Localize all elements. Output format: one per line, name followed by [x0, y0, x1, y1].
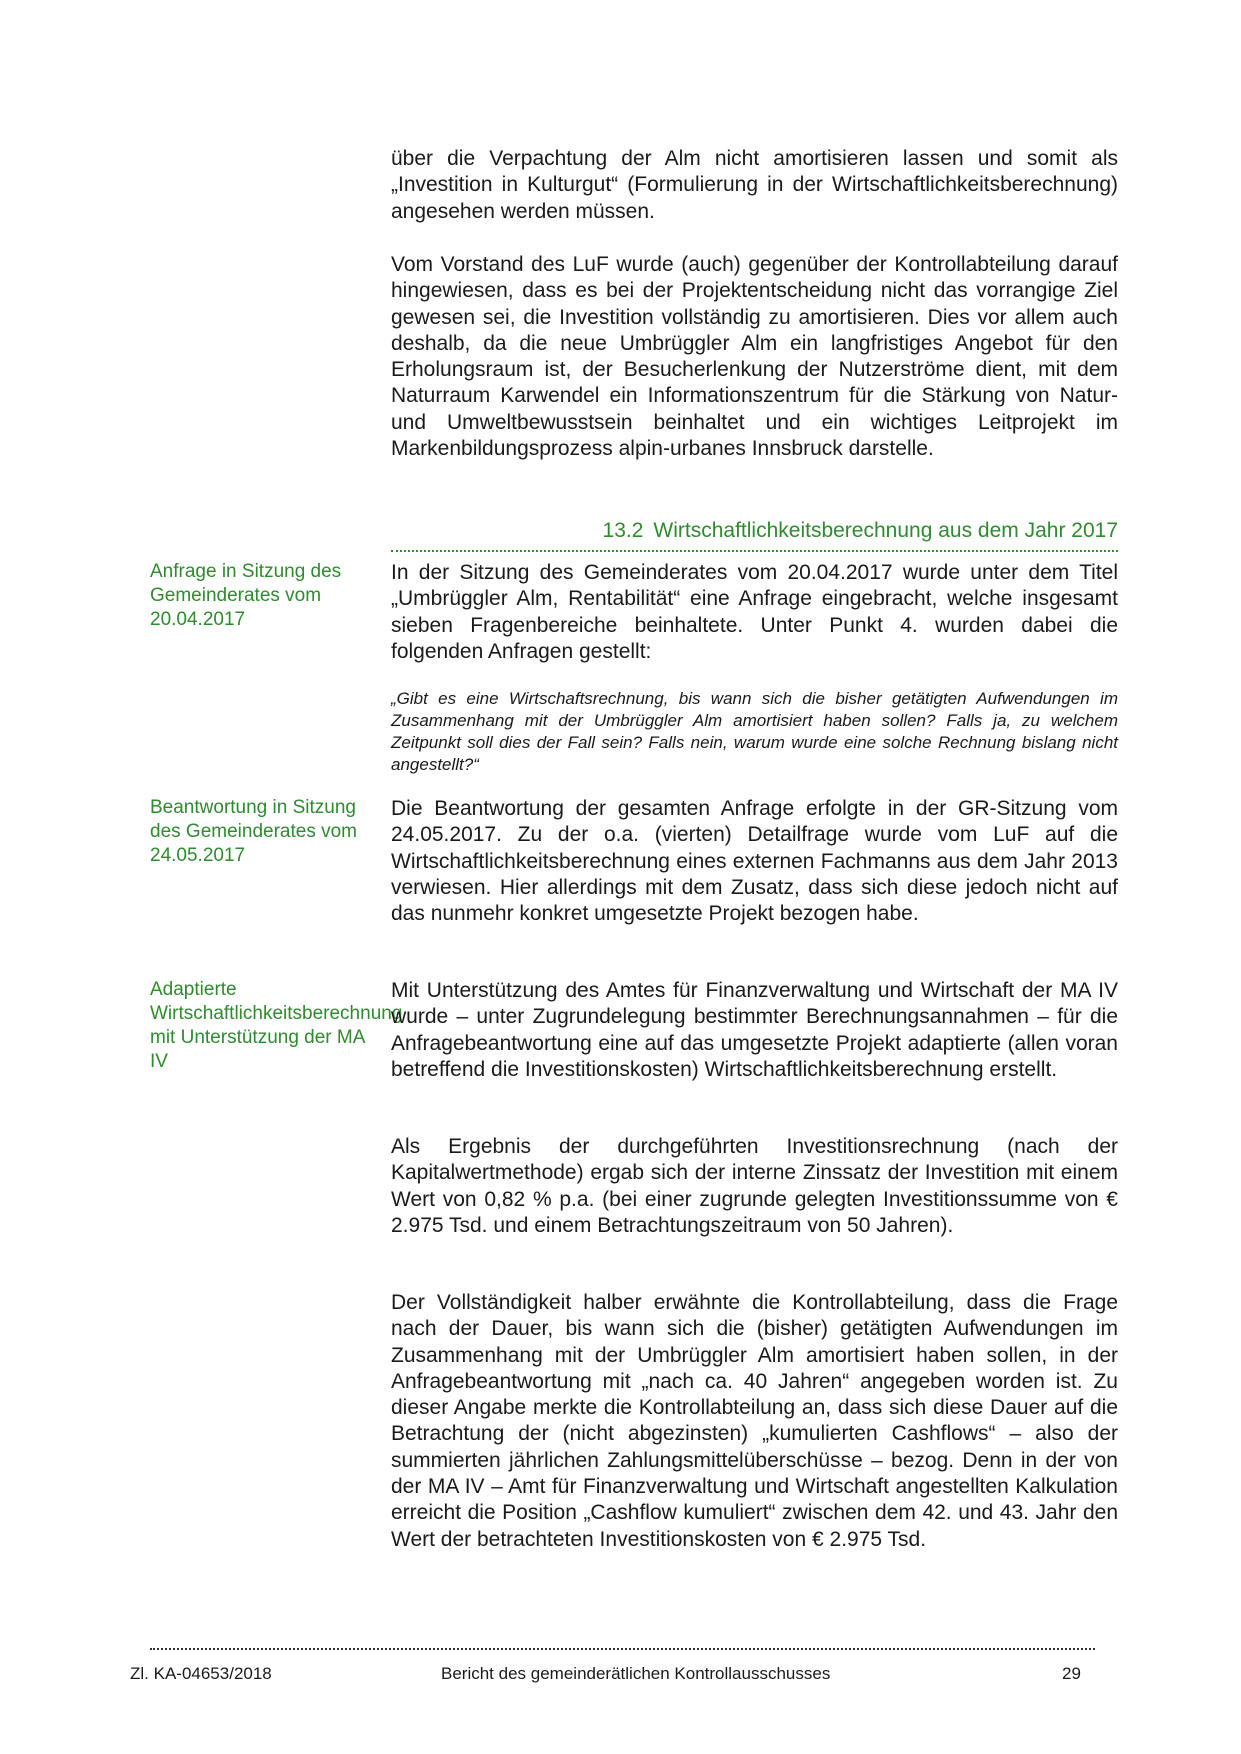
anfrage-paragraph: In der Sitzung des Gemeinderates vom 20.04.2017 wurde unter dem Titel „Umbrüggler Alm, Rentabilität“ eine Anfrage eingebracht, welche insgesamt sieben Fragenbereiche beinhaltete. Unter Punkt 4. wurden dabei die folgenden Anfragen gestellt:: [391, 561, 1118, 663]
footer-reference: Zl. KA-04653/2018: [130, 1664, 272, 1683]
margin-note-adaptierte: Adaptierte Wirtschaftlichkeitsberechnung mit Unterstützung der MA IV: [150, 979, 403, 1072]
margin-note-anfrage: Anfrage in Sitzung des Gemeinderates vom 20.04.2017: [150, 561, 342, 630]
quote-block: „Gibt es eine Wirtschaftsrechnung, bis wann sich die bisher getätigten Aufwendungen im Zusammenhang mit der Umbrüggler Alm amortisiert haben sollen? Falls ja, zu welchem Zeitpunkt soll dies der Fall sein? Falls nein, warum wurde eine solche Rechnung bislang nicht angestellt?“: [391, 689, 1118, 774]
unterstuetzung-paragraph: Mit Unterstützung des Amtes für Finanzverwaltung und Wirtschaft der MA IV wurde – unter Zugrundelegung bestimmter Berechnungsannahmen – für die Anfragebeantwortung eine auf das umgesetzte Projekt adaptierte (allen voran betreffend die Investitionskosten) Wirtschaftlichkeitsberechnung erstellt.: [391, 979, 1118, 1081]
section-heading: [391, 518, 1118, 552]
footer-divider: [150, 1648, 1095, 1650]
ergebnis-paragraph: Als Ergebnis der durchgeführten Investitionsrechnung (nach der Kapitalwertmethode) ergab sich der interne Zinssatz der Investition mit einem Wert von 0,82 % p.a. (bei einer zugrunde gelegten Investitionssumme von € 2.975 Tsd. und einem Betrachtungszeitraum von 50 Jahren).: [391, 1135, 1118, 1237]
beantwortung-paragraph: Die Beantwortung der gesamten Anfrage erfolgte in der GR-Sitzung vom 24.05.2017. Zu der o.a. (vierten) Detailfrage wurde vom LuF auf die Wirtschaftlichkeitsberechnung eines externen Fachmanns aus dem Jahr 2013 verwiesen. Hier allerdings mit dem Zusatz, dass sich diese jedoch nicht auf das nunmehr konkret umgesetzte Projekt bezogen habe.: [391, 797, 1118, 926]
page-number: 29: [1062, 1664, 1081, 1683]
top-paragraph: über die Verpachtung der Alm nicht amortisieren lassen und somit als „Investition in Kulturgut“ (Formulierung in der Wirtschaftlichkeitsberechnung) angesehen werden müssen.: [391, 147, 1118, 223]
section-title: Wirtschaftlichkeitsberechnung aus dem Jahr 2017: [653, 519, 1118, 542]
vollstaendigkeit-paragraph: Der Vollständigkeit halber erwähnte die Kontrollabteilung, dass die Frage nach der Dauer, bis wann sich die (bisher) getätigten Aufwendungen im Zusammenhang mit der Umbrüggler Alm amortisiert haben sollen, in der Anfragebeantwortung mit „nach ca. 40 Jahren“ angegeben worden ist. Zu dieser Angabe merkte die Kontrollabteilung an, dass sich diese Dauer auf die Betrachtung der (nicht abgezinsten) „kumulierten Cashflows“ – also der summierten jährlichen Zahlungsmittelüberschüsse – bezog. Denn in der von der MA IV – Amt für Finanzverwaltung und Wirtschaft angestellten Kalkulation erreicht die Position „Cashflow kumuliert“ zwischen dem 42. und 43. Jahr den Wert der betrachteten Investitionskosten von € 2.975 Tsd.: [391, 1291, 1118, 1551]
footer-report-title: Bericht des gemeinderätlichen Kontrollausschusses: [441, 1664, 831, 1683]
vorstand-paragraph: Vom Vorstand des LuF wurde (auch) gegenüber der Kontrollabteilung darauf hingewiesen, dass es bei der Projektentscheidung nicht das vorrangige Ziel gewesen sei, die Investition vollständig zu amortisieren. Dies vor allem auch deshalb, da die neue Umbrüggler Alm ein langfristiges Angebot für den Erholungsraum ist, der Besucherlenkung der Nutzerströme dient, mit dem Naturraum Karwendel ein Informationszentrum für die Stärkung von Natur- und Umweltbewusstsein beinhaltet und ein wichtiges Leitprojekt im Markenbildungsprozess alpin-urbanes Innsbruck darstelle.: [391, 253, 1118, 461]
section-number: 13.2: [602, 519, 644, 542]
margin-note-beantwortung: Beantwortung in Sitzung des Gemeinderates vom 24.05.2017: [150, 797, 357, 866]
